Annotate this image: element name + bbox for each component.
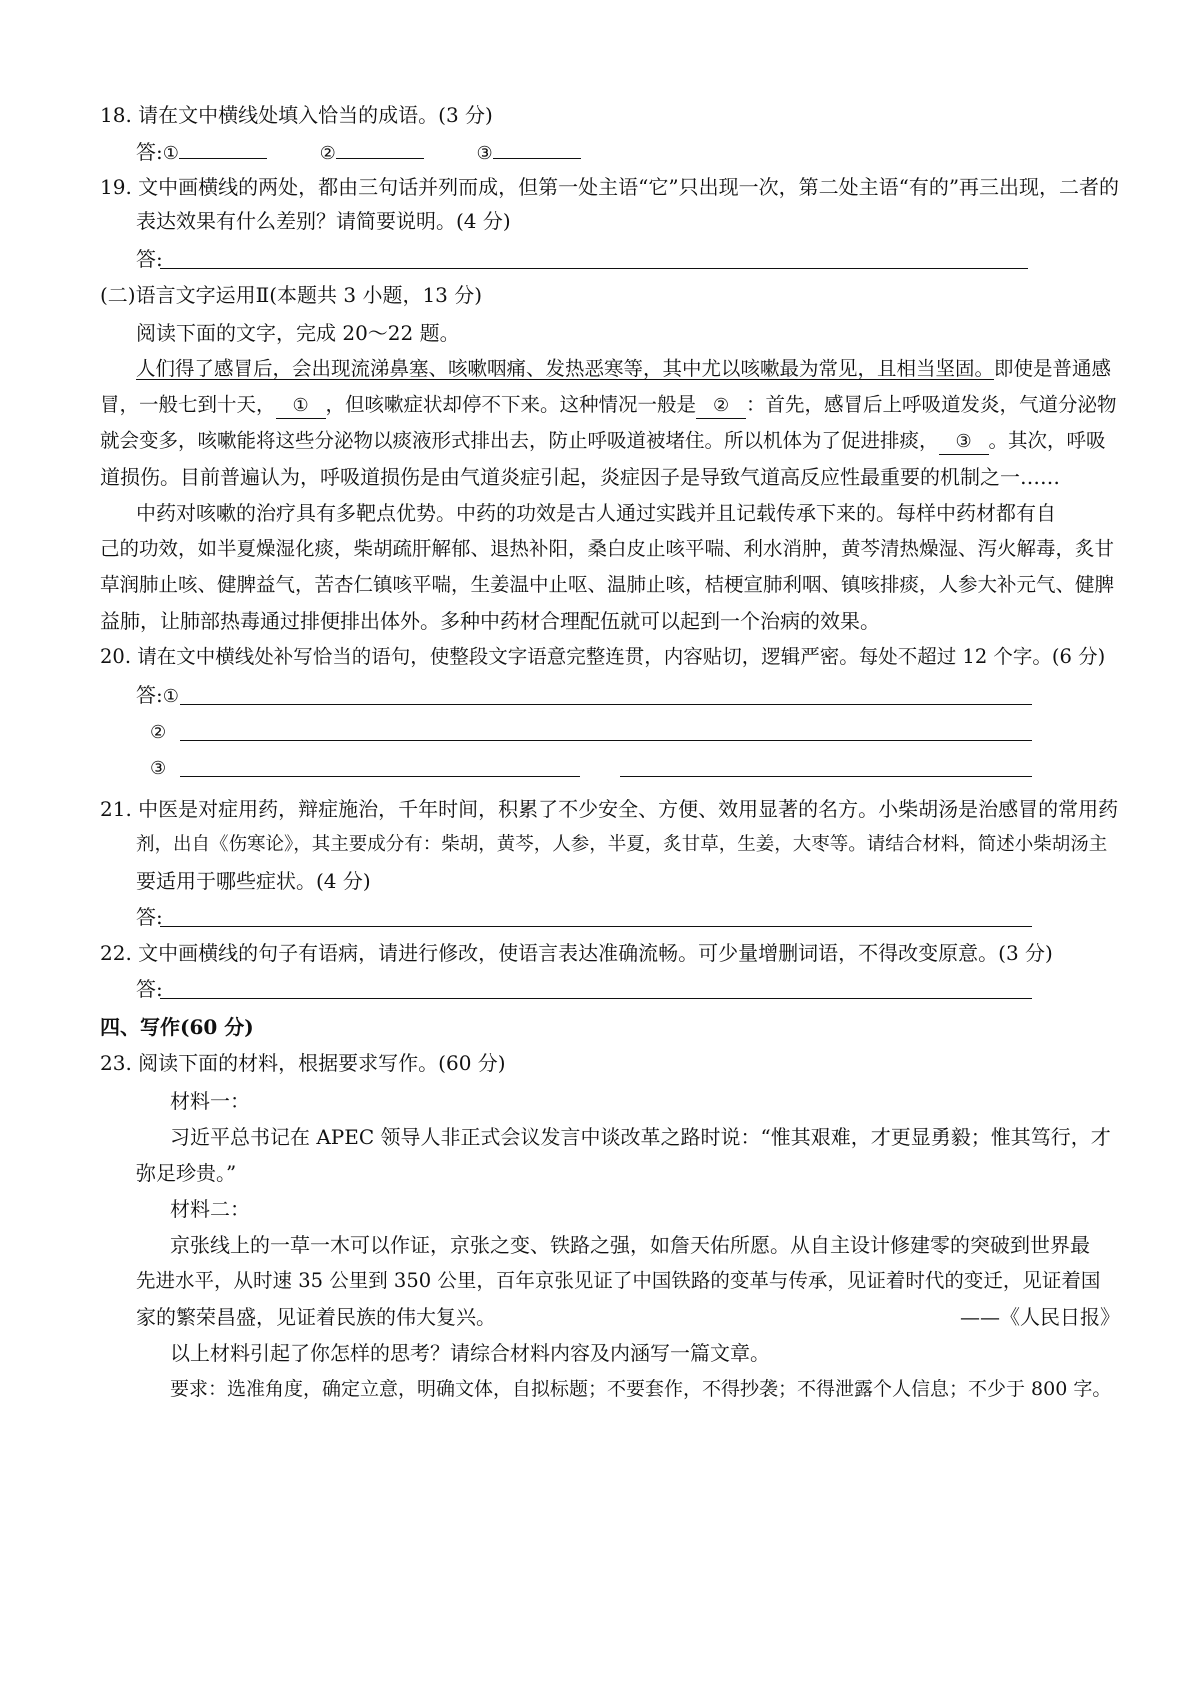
passage-text: ，但咳嗽症状却停不下来。这种情况一般是 bbox=[325, 393, 697, 416]
q20-answer-line-2[interactable] bbox=[180, 740, 1032, 741]
q20-answer-line-3b[interactable] bbox=[620, 776, 1032, 777]
passage-p2-line-2: 己的功效，如半夏燥湿化痰，柴胡疏肝解郁、退热补阳，桑白皮止咳平喘、利水消肿，黄芩清热燥湿、泻火解毒，炙甘 bbox=[100, 537, 1115, 560]
q18-blank-3[interactable] bbox=[493, 136, 581, 159]
q18-blank-1[interactable] bbox=[179, 136, 267, 159]
q20-answer-row-1 bbox=[136, 680, 1120, 712]
q18-stem: 18. 请在文中横线处填入恰当的成语。(3 分) bbox=[100, 103, 493, 127]
q18-blank-2[interactable] bbox=[336, 136, 424, 159]
q18-answer-prefix: 答: bbox=[136, 140, 163, 164]
q23-material-1-label: 材料一： bbox=[170, 1089, 250, 1113]
passage-p2-line-1: 中药对咳嗽的治疗具有多靶点优势。中药的功效是古人通过实践并且记载传承下来的。每样中药材都有自 bbox=[136, 501, 1056, 525]
section2-heading: (二)语言文字运用Ⅱ(本题共 3 小题，13 分) bbox=[100, 283, 483, 307]
q23-material-2-line-2: 先进水平，从时速 35 公里到 350 公里，百年京张见证了中国铁路的变革与传承，见证着时代的变迁，见证着国 bbox=[136, 1269, 1101, 1292]
passage-p1-line-4: 道损伤。目前普遍认为，呼吸道损伤是由气道炎症引起，炎症因子是导致气道高反应性最重要的机制之一…… bbox=[100, 465, 1060, 489]
section2-intro: 阅读下面的文字，完成 20～22 题。 bbox=[136, 321, 460, 345]
q18-mark-1: ① bbox=[162, 143, 179, 164]
q21-answer-prefix: 答: bbox=[136, 905, 163, 929]
q19-line-1: 19. 文中画横线的两处，都由三句话并列而成，但第一处主语“它”只出现一次，第二处主语“有的”再三出现，二者的 bbox=[100, 175, 1120, 199]
section4-heading: 四、写作(60 分) bbox=[100, 1015, 254, 1039]
q18-answer-row bbox=[136, 136, 1120, 169]
q20-stem: 20. 请在文中横线处补写恰当的语句，使整段文字语意完整连贯，内容贴切，逻辑严密。每处不超过 12 个字。(6 分) bbox=[100, 645, 1106, 668]
passage-text: 。其次，呼吸 bbox=[988, 429, 1106, 452]
q18-mark-2: ② bbox=[319, 143, 336, 164]
passage-p1-line-2 bbox=[100, 390, 1120, 420]
q20-answer-row-2 bbox=[150, 716, 1120, 748]
q22-stem: 22. 文中画横线的句子有语病，请进行修改，使语言表达准确流畅。可少量增删词语，不得改变原意。(3 分) bbox=[100, 941, 1053, 965]
q20-answer-line-1[interactable] bbox=[180, 704, 1032, 705]
passage-blank-1[interactable]: ① bbox=[276, 394, 326, 419]
passage-text: 就会变多，咳嗽能将这些分泌物以痰液形式排出去，防止呼吸道被堵住。所以机体为了促进排痰， bbox=[100, 429, 939, 452]
passage-p1-line-1 bbox=[136, 354, 1120, 384]
q21-line-1: 21. 中医是对症用药，辩症施治，千年时间，积累了不少安全、方便、效用显著的名方。小柴胡汤是治感冒的常用药 bbox=[100, 797, 1119, 821]
q20-answer-prefix: 答: bbox=[136, 683, 163, 707]
passage-text: ：首先，感冒后上呼吸道发炎，气道分泌物 bbox=[746, 393, 1117, 416]
q23-material-2-line-1: 京张线上的一草一木可以作证，京张之变、铁路之强，如詹天佑所愿。从自主设计修建零的突破到世界最 bbox=[170, 1233, 1090, 1257]
q18-mark-3: ③ bbox=[476, 143, 493, 164]
q19-answer-prefix: 答: bbox=[136, 247, 163, 271]
q22-answer-line[interactable] bbox=[160, 998, 1032, 999]
q23-stem: 23. 阅读下面的材料，根据要求写作。(60 分) bbox=[100, 1051, 506, 1075]
q23-material-2-line-3: 家的繁荣昌盛，见证着民族的伟大复兴。 bbox=[136, 1305, 496, 1329]
passage-blank-2[interactable]: ② bbox=[696, 394, 746, 419]
q23-prompt: 以上材料引起了你怎样的思考？请综合材料内容及内涵写一篇文章。 bbox=[170, 1341, 770, 1365]
q19-line-2: 表达效果有什么差别？请简要说明。(4 分) bbox=[136, 209, 511, 233]
q22-answer-prefix: 答: bbox=[136, 977, 163, 1001]
q21-answer-line[interactable] bbox=[160, 926, 1032, 927]
q20-answer-row-3 bbox=[150, 752, 1120, 784]
passage-p1-rest: 即使是普通感 bbox=[994, 357, 1112, 380]
q20-mark-3: ③ bbox=[150, 758, 167, 779]
q20-mark-2: ② bbox=[150, 722, 167, 743]
passage-text: 冒，一般七到十天， bbox=[100, 393, 276, 416]
q23-material-1-line-1: 习近平总书记在 APEC 领导人非正式会议发言中谈改革之路时说：“惟其艰难，才更显勇毅；惟其笃行，才 bbox=[170, 1125, 1111, 1149]
passage-underlined-sentence: 人们得了感冒后，会出现流涕鼻塞、咳嗽咽痛、发热恶寒等，其中尤以咳嗽最为常见，且相当坚固。 bbox=[136, 357, 995, 380]
q23-material-2-source: ——《人民日报》 bbox=[960, 1305, 1120, 1329]
q21-line-3: 要适用于哪些症状。(4 分) bbox=[136, 869, 371, 893]
passage-p2-line-3: 草润肺止咳、健脾益气，苦杏仁镇咳平喘，生姜温中止呕、温肺止咳，桔梗宣肺利咽、镇咳排痰，人参大补元气、健脾 bbox=[100, 573, 1115, 596]
q21-line-2: 剂，出自《伤寒论》，其主要成分有：柴胡，黄芩，人参，半夏，炙甘草，生姜，大枣等。请结合材料，简述小柴胡汤主 bbox=[136, 834, 1108, 855]
q19-answer-line[interactable] bbox=[160, 268, 1028, 269]
q23-material-2-label: 材料二： bbox=[170, 1197, 250, 1221]
q23-requirements: 要求：选准角度，确定立意，明确文体，自拟标题；不要套作，不得抄袭；不得泄露个人信息；不少于 800 字。 bbox=[170, 1378, 1112, 1400]
passage-p1-line-3 bbox=[100, 426, 1120, 456]
passage-p2-line-4: 益肺，让肺部热毒通过排便排出体外。多种中药材合理配伍就可以起到一个治病的效果。 bbox=[100, 609, 880, 633]
q23-material-1-line-2: 弥足珍贵。” bbox=[136, 1161, 237, 1185]
passage-blank-3[interactable]: ③ bbox=[939, 430, 989, 455]
q20-mark-1: ① bbox=[162, 686, 179, 707]
q20-answer-line-3a[interactable] bbox=[180, 776, 580, 777]
